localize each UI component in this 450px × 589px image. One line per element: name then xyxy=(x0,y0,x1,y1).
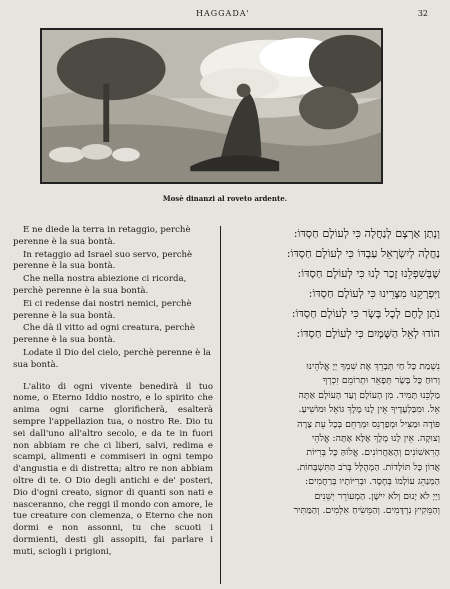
psalm-verse: Ei ci redense dai nostri nemici, perchè perenne è la sua bontà. xyxy=(13,298,192,321)
running-title: HAGGADA' xyxy=(196,9,250,18)
hebrew-column xyxy=(228,224,440,518)
hebrew-prayer-line: וְרוּחַ כָּל בָּשָׂר תְּפָאֵר וּתְרוֹמֵם זִכְרְךָ xyxy=(322,375,440,387)
psalm-verse: Che dà il vitto ad ogni creatura, perchè perenne è la sua bontà. xyxy=(13,323,195,346)
hebrew-psalm-verse: הוֹדוּ לְאֵל הַשָּׁמָיִם כִּי לְעוֹלָם חַסְדּוֹ: xyxy=(296,327,440,340)
hebrew-prayer-line: וְהַמֵּקִיץ נִרְדָּמִים. וְהַמֵּשִׂיחַ אִלְּמִים. וְהַמַּתִּיר xyxy=(293,505,440,517)
hebrew-prayer-line: אֵל. וּמִבַּלְעָדֶיךָ אֵין לָנוּ מֶלֶךְ גּוֹאֵל וּמוֹשִׁיעַ. xyxy=(298,404,440,416)
psalm-verse: Che nella nostra abiezione ci ricorda, perchè perenne è la sua bontà. xyxy=(13,274,187,296)
hebrew-psalm-verse: וַיִּפְרְקֵנוּ מִצָּרֵינוּ כִּי לְעוֹלָם חַסְדּוֹ: xyxy=(308,287,440,300)
hebrew-psalm-verse: נֹתֵן לֶחֶם לְכָל בָּשָׂר כִּי לְעוֹלָם חַסְדּוֹ: xyxy=(291,307,440,320)
hebrew-prayer-line: וְצוּקָה. אֵין לָנוּ מֶלֶךְ אֶלָּא אָתָּה: אֱלֹהֵי xyxy=(311,433,440,445)
illustration-caption: Mosè dinanzi al roveto ardente. xyxy=(162,194,288,203)
illustration-moses-burning-bush xyxy=(40,28,383,184)
hebrew-prayer-line: נִשְׁמַת כָּל חַי תְּבָרֵךְ אֶת שִׁמְךָ יְיָ אֱלֹהֵינוּ xyxy=(306,361,440,372)
column-divider xyxy=(220,226,222,584)
hebrew-psalm-verse: נַחֲלָה לְיִשְׂרָאֵל עַבְדּוֹ כִּי לְעוֹלָם חַסְדּוֹ: xyxy=(286,247,440,260)
page-number: 32 xyxy=(417,9,428,18)
hebrew-prayer-line: הַמְנַהֵג עוֹלָמוֹ בְּחֶסֶד. וּבְרִיּוֹתָיו בְּרַחֲמִים: xyxy=(305,476,440,488)
engraving xyxy=(42,30,381,182)
hebrew-prayer-line: הָרִאשׁוֹנִים וְהָאַחֲרוֹנִים. אֱלוֹהַּ כָּל בְּרִיּוֹת xyxy=(306,447,440,459)
psalm-verse: Lodate il Dio del cielo, perchè perenne è la sua bontà. xyxy=(13,347,211,370)
psalm-verse: E ne diede la terra in retaggio, perchè perenne è la sua bontà. xyxy=(13,225,191,247)
hebrew-prayer-line: וַיְיָ לֹא יָנוּם וְלֹא יִישָׁן. הַמְעוֹרֵר יְשֵׁנִים xyxy=(314,490,440,502)
hebrew-prayer-line: מַלְכֵּנוּ תָּמִיד. מִן הָעוֹלָם וְעַד הָעוֹלָם אַתָּה xyxy=(298,389,440,401)
italian-column xyxy=(13,225,213,560)
psalm-verse: In retaggio ad Israel suo servo, perchè perenne è la sua bontà. xyxy=(13,249,193,272)
nishmat-prayer-italian: L'alito di ogni vivente benedirà il tuo nome, o Eterno Iddio nostro, e lo spirito che anima ogni carne glorificherà, esalterà sempre l'appellazion tua, o nostro Re. Dio tu sei dall'uno all'altro secolo, e da te in fuori non abbiam re che ci liberi, salvi, redima e scampi, alimenti e commiseri in ogni tempo d'angustia e di distretta; altro re non abbiam oltre di te. O Dio degli antichi e de' posteri, Dio d'ogni creato, signor di quanti son nati e nasceranno, che reggi il mondo con amore, le tue creature con clemenza, o Eterno che non dormi e non assonni, tu che scuoti i dormienti, desti gli assopiti, fai parlare i muti, sciogli i prigioni, xyxy=(13,381,213,557)
hebrew-psalm-verse: וְנָתַן אַרְצָם לְנַחֲלָה כִּי לְעוֹלָם חַסְדּוֹ: xyxy=(293,227,440,240)
hebrew-prayer-line: פּוֹדֶה וּמַצִּיל וּמְפַרְנֵס וּמְרַחֵם בְּכָל עֵת צָרָה xyxy=(297,418,440,430)
hebrew-psalm-verse: שֶׁבְּשִׁפְלֵנוּ זָכַר לָנוּ כִּי לְעוֹלָם חַסְדּוֹ: xyxy=(297,267,440,280)
page-header xyxy=(0,9,450,23)
hebrew-prayer-line: אֲדוֹן כָּל תּוֹלָדוֹת. הַמְהֻלָּל בְּרֹב הַתִּשְׁבָּחוֹת. xyxy=(296,461,440,473)
